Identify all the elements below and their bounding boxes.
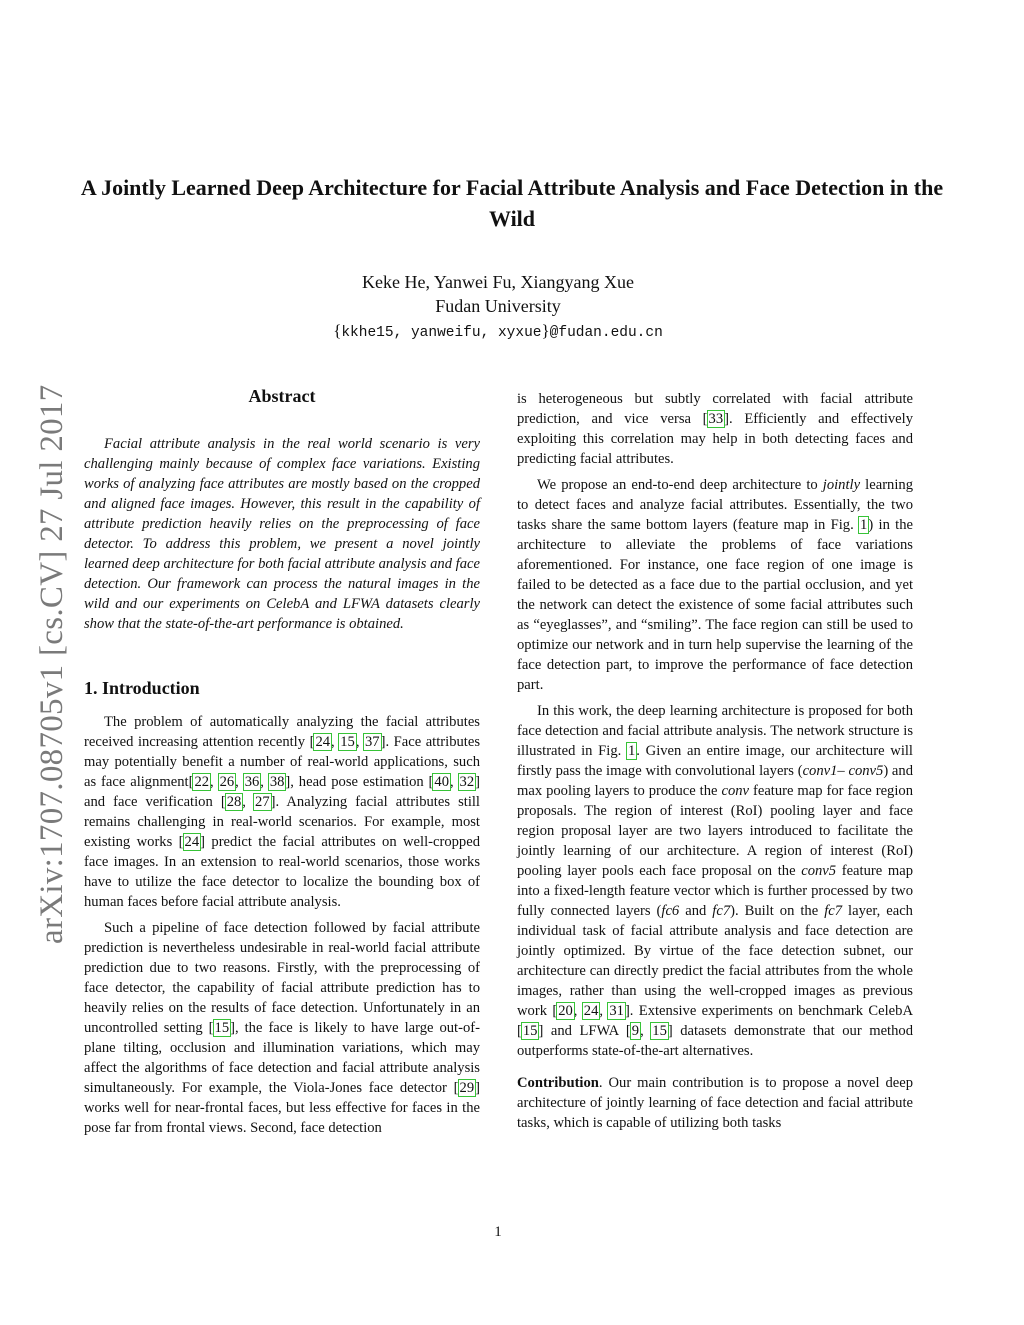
contribution-label: Contribution (517, 1075, 599, 1091)
text-span: ] works well for near-frontal faces, but less effective for faces in the pose far from frontal views. Second, face detection (84, 1080, 480, 1136)
text-span: Such a pipeline of face detection followed by facial attribute prediction is nevertheless undesirable in real-world facial attribute prediction due to two reasons. Firstly, with the preprocessing of face detector, the capability of facial attribute prediction has to heavily relies on the results of face detection. Unfortunately in an uncontrolled setting [ (84, 920, 480, 1036)
right-paragraph-2 (517, 475, 913, 695)
text-span: ], the face is likely to have large out-of-plane tilting, occlusion and illumination variations, which may affect the algorithms of face detection and facial attribute analysis simultaneously. For example, the Viola-Jones face detector [ (84, 1020, 480, 1096)
text-span: ] and face verification [ (84, 774, 480, 810)
citation-link[interactable]: 36 (244, 774, 260, 790)
email-users: kkhe15, yanweifu, xyxue (341, 325, 542, 341)
text-span: ] predict the facial attributes on well-cropped face images. In an extension to real-world scenarios, those works have to utilize the face detector to localize the bounding box of human faces before facial attribute analysis. (84, 834, 481, 910)
citation-link[interactable]: 9 (631, 1023, 640, 1039)
text-span: ] and LFWA [ (538, 1023, 631, 1039)
intro-paragraph-2 (84, 918, 480, 1138)
author-block (0, 270, 996, 318)
text-span: , (260, 774, 269, 790)
text-span: , (210, 774, 219, 790)
citation-link[interactable]: 31 (609, 1003, 624, 1019)
text-span: is heterogeneous but subtly correlated with facial attribute prediction, and vice versa [ (517, 391, 913, 427)
emphasis-text: fc7 (712, 903, 731, 919)
text-span: , (599, 1003, 609, 1019)
citation-link[interactable]: 15 (652, 1023, 667, 1039)
text-span: layer, each individual task of facial attribute analysis and face detection are jointly optimized. By virtue of the face detection subnet, our architecture can directly predict the facial attributes from the whole images, rather than using the well-cropped images as previous work [ (517, 903, 913, 1019)
text-span: , (640, 1023, 652, 1039)
emphasis-text: conv (721, 783, 750, 799)
paper-title: A Jointly Learned Deep Architecture for Facial Attribute Analysis and Face Detection in the Wild (80, 175, 944, 231)
affiliation: Fudan University (435, 296, 561, 316)
text-span: ], head pose estimation [ (285, 774, 434, 790)
email-domain: @fudan.edu.cn (549, 325, 663, 341)
text-span: In this work, the deep learning architecture is proposed for both face detection and facial attribute analysis. The network structure is illustrated in Fig. (517, 703, 913, 759)
email-close-brace: } (541, 321, 550, 340)
right-paragraph-3 (517, 701, 913, 1061)
figure-link[interactable]: 1 (860, 517, 868, 533)
citation-link[interactable]: 22 (194, 774, 210, 790)
text-span: . Our main contribution is to propose a novel deep architecture of jointly learning of face detection and facial attribute tasks, which is capable of utilizing both tasks (517, 1075, 913, 1131)
text-span: , (331, 734, 340, 750)
text-span: We propose an end-to-end deep architecture to (537, 477, 823, 493)
citation-link[interactable]: 15 (214, 1020, 230, 1036)
citation-link[interactable]: 27 (255, 794, 270, 810)
emphasis-text: conv5 (801, 863, 837, 879)
page-number: 1 (494, 1224, 502, 1240)
text-span: The problem of automatically analyzing the facial attributes received increasing attention recently [ (84, 714, 480, 750)
citation-link[interactable]: 40 (434, 774, 449, 790)
text-span: ]. Efficiently and effectively exploiting this correlation may help in both detecting faces and predicting facial attributes. (517, 411, 913, 467)
abstract-text: Facial attribute analysis in the real world scenario is very challenging mainly because of complex face variations. Existing works of analyzing face attributes are mostly based on the cropped and aligned face images. However, this result in the capability of attribute prediction heavily relies on the preprocessing of face detector. To address this problem, we present a novel jointly learned deep architecture for both facial attribute analysis and face detection. Our framework can process the natural images in the wild and our experiments on CelebA and LFWA datasets clearly show that the state-of-the-art performance is obtained. (84, 436, 480, 632)
citation-link[interactable]: 20 (558, 1003, 573, 1019)
citation-link[interactable]: 28 (226, 794, 242, 810)
text-span: ] datasets demonstrate that our method outperforms state-of-the-art alternatives. (517, 1023, 914, 1059)
contribution-paragraph (517, 1073, 913, 1133)
emphasis-text: fc6 (661, 903, 680, 919)
text-span: feature map for face region proposals. The region of interest (RoI) pooling layer and face region proposal layer are two layers introduced to facilitate the jointly learning of our architecture. A region of interest (RoI) pooling layer pools each face proposal on the (517, 783, 914, 879)
emphasis-text: fc7 (824, 903, 843, 919)
right-column (517, 389, 913, 1133)
citation-link[interactable]: 26 (219, 774, 235, 790)
text-span: , (573, 1003, 583, 1019)
arxiv-stamp: arXiv:1707.08705v1 [cs.CV] 27 Jul 2017 (34, 384, 70, 944)
text-span: ]. Extensive experiments on benchmark CelebA [ (517, 1003, 913, 1039)
text-span: , (242, 794, 255, 810)
citation-link[interactable]: 24 (315, 734, 331, 750)
text-span: ). Built on the (730, 903, 825, 919)
text-span: ]. Face attributes may potentially benefit a number of real-world applications, such as face alignment[ (84, 734, 481, 790)
citation-link[interactable]: 24 (583, 1003, 599, 1019)
text-span: and (679, 903, 713, 919)
right-paragraph-1 (517, 389, 913, 469)
left-column (84, 384, 480, 1138)
text-span: . Given an entire image, our architecture will firstly pass the image with convolutional layers ( (517, 743, 913, 779)
citation-link[interactable]: 15 (522, 1023, 538, 1039)
text-span: ) in the architecture to alleviate the problems of face variations aforementioned. For instance, one face region of one image is failed to be detected as a face due to the partial occlusion, and yet the network can detect the existence of some facial attributes such as “eyeglasses”, and “smiling”. The face region can still be used to optimize our network and in turn help supervise the learning of the face detection part, to improve the performance of face detection part. (517, 517, 914, 693)
author-emails (0, 320, 996, 344)
citation-link[interactable]: 37 (365, 734, 380, 750)
abstract-heading: Abstract (248, 386, 316, 406)
citation-link[interactable]: 24 (184, 834, 200, 850)
citation-link[interactable]: 33 (708, 411, 724, 427)
citation-link[interactable]: 38 (269, 774, 285, 790)
figure-link[interactable]: 1 (628, 743, 636, 759)
intro-paragraph-1 (84, 712, 480, 912)
text-span: , (235, 774, 244, 790)
text-span: ]. Analyzing facial attributes still remains challenging in real-world scenarios. For example, most existing works [ (84, 794, 480, 850)
text-span: learning to detect faces and analyze facial attributes. Essentially, the two tasks share the same bottom layers (feature map in Fig. (517, 477, 913, 533)
text-span: ) and max pooling layers to produce the (517, 763, 913, 799)
citation-link[interactable]: 29 (459, 1080, 475, 1096)
citation-link[interactable]: 15 (340, 734, 355, 750)
author-names: Keke He, Yanwei Fu, Xiangyang Xue (362, 272, 634, 292)
text-span: , (355, 734, 364, 750)
email-open-brace: { (333, 321, 342, 340)
section-heading-introduction: 1. Introduction (84, 678, 200, 698)
text-span: , (450, 774, 459, 790)
citation-link[interactable]: 32 (459, 774, 475, 790)
emphasis-text: jointly (822, 477, 861, 493)
emphasis-text: conv1– conv5 (802, 763, 884, 779)
text-span: feature map into a fixed-length feature vector which is further processed by two fully connected layers ( (517, 863, 913, 919)
